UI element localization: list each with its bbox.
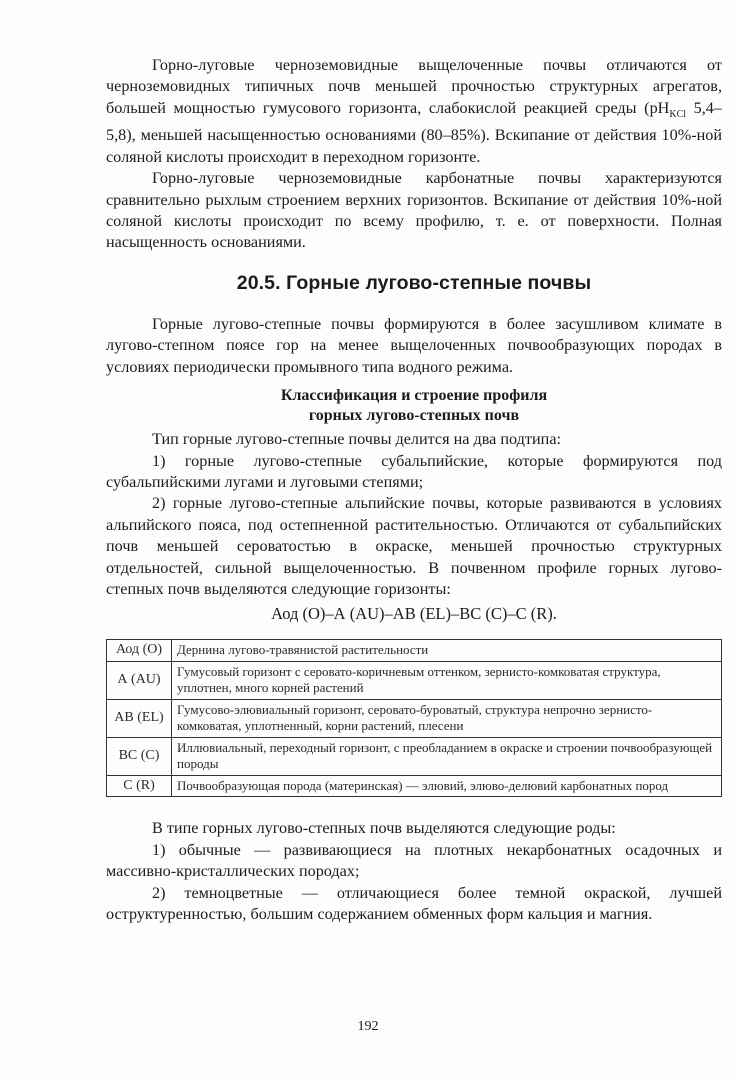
horizon-code: А (AU) <box>107 661 172 699</box>
horizons-table <box>106 639 722 797</box>
subtype-paragraph-2: 1) горные лугово-степные субальпийские, которые формируются под субальпийскими лугами и луговыми степями; <box>106 451 722 491</box>
table-row <box>107 737 722 775</box>
table-row <box>107 775 722 797</box>
page-number: 192 <box>357 1019 379 1034</box>
horizon-description: Гумусово-элювиальный горизонт, серовато-буроватый, структура непрочно зернисто-комковатая, уплотненный, корни растений, плесени <box>172 699 722 737</box>
horizon-code: АВ (EL) <box>107 699 172 737</box>
page-content <box>106 55 722 925</box>
table-row <box>107 661 722 699</box>
genera-paragraph-2: 1) обычные — развивающиеся на плотных некарбонатных осадочных и массивно-кристаллических породах; <box>106 840 722 881</box>
subtype-paragraph-1: Тип горные лугово-степные почвы делится на два подтипа: <box>152 430 562 449</box>
table-row <box>107 699 722 737</box>
horizon-description: Гумусовый горизонт с серовато-коричневым оттенком, зернисто-комковатая структура, уплотнен, много корней растений <box>172 661 722 699</box>
genera-paragraph-1: В типе горных лугово-степных почв выделяются следующие роды: <box>152 819 616 838</box>
horizon-description: Дернина лугово-травянистой растительности <box>172 640 722 662</box>
horizon-code: ВС (С) <box>107 737 172 775</box>
table-row <box>107 640 722 662</box>
horizon-code: С (R) <box>107 775 172 797</box>
intro-paragraph-1: Горно-луговые черноземовидные выщелоченные почвы отличаются от черноземовидных типичных почв меньшей прочностью структурных агрегатов, большей мощностью гумусового горизонта, слабокислой реакцией среды ($pH_{KCl}$ 5,4–5,8), меньшей насыщенностью основаниями (80–85%). Вскипание от действия 10%-ной соляной кислоты происходит в переходном горизонте. <box>106 56 722 166</box>
section-title: 20.5. Горные лугово-степные почвы <box>236 271 592 294</box>
ph-subscript: KCl <box>669 109 687 121</box>
horizon-description: Почвообразующая порода (материнская) — элювий, элюво-делювий карбонатных пород <box>172 775 722 797</box>
subtype-paragraph-3: 2) горные лугово-степные альпийские почвы, которые развиваются в условиях альпийского пояса, под остепненной растительностью. Отличаются от субальпийских почв меньшей сероватостью в окраске, меньшей прочностью структурных отдельностей, сильной выщелоченностью. В почвенном профиле горных лугово-степных почв выделяются следующие горизонты: <box>106 494 722 598</box>
horizon-formula: Аод (О)–А (AU)–AB (EL)–BC (C)–C (R). <box>271 604 557 624</box>
intro-paragraph-2: Горно-луговые черноземовидные карбонатные почвы характеризуются сравнительно рыхлым строением верхних горизонтов. Вскипание от действия 10%-ной соляной кислоты происходит по всему профилю, т. е. от поверхности. Полная насыщенность основаниями. <box>106 169 722 252</box>
horizon-description: Иллювиальный, переходный горизонт, с преобладанием в окраске и строении почвообразующей породы <box>172 737 722 775</box>
subsection-title: Классификация и строение профиля горных лугово-степных почв <box>280 387 548 425</box>
section-intro: Горные лугово-степные почвы формируются в более засушливом климате в лугово-степном поясе гор на менее выщелоченных почвообразующих породах в условиях периодически промывного типа водного режима. <box>106 314 722 376</box>
horizon-code: Аод (О) <box>107 640 172 662</box>
genera-paragraph-3: 2) темноцветные — отличающиеся более темной окраской, лучшей оструктуренностью, большим содержанием обменных форм кальция и магния. <box>106 883 722 923</box>
